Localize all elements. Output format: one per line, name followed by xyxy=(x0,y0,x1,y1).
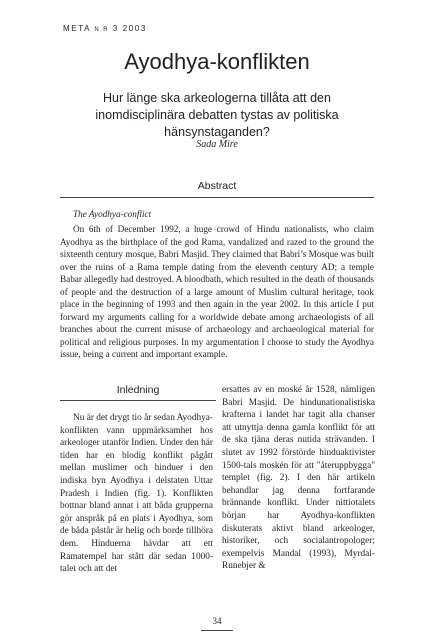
running-head xyxy=(63,24,147,33)
issue-number: 3 xyxy=(112,24,119,33)
footer-rule xyxy=(201,630,233,631)
issue-label: N R xyxy=(94,27,109,33)
abstract-subheading: The Ayodhya-conflict xyxy=(73,209,152,219)
article-subtitle: Hur länge ska arkeologerna tillåta att den inomdisciplinära debatten tystas av politiska hänsynstaganden? xyxy=(95,91,339,139)
article-title: Ayodhya-konflikten xyxy=(124,49,310,74)
author-name: Sada Mire xyxy=(196,139,238,150)
issue-year: 2003 xyxy=(122,24,147,33)
body-column-right: ersattes av en moské år 1528, nämligen Babri Masjid. De hindunationalistiska krafterna i landet har tagit alla chanser att utnyttja denna gamla konflikt för att de ska tjäna deras nutida strävanden. I slutet av 1992 förstörde hinduaktivister 1500-tals moskén för att "återuppbygga" templet (fig. 2). I den här artikeln behandlar jag denna fortfarande brännande konflikt. Under nittiotalets början har Ayodhya-konflikten diskuterats aktivt bland arkeologer, historiker, och socialantropologer; exempelvis Mandal (1993), Myrdal-Runebjer & xyxy=(222,385,375,572)
section-divider xyxy=(60,400,216,401)
abstract-divider xyxy=(60,197,374,198)
page-number: 34 xyxy=(212,616,222,626)
abstract-heading: Abstract xyxy=(197,180,237,192)
abstract-text: On 6th of December 1992, a huge crowd of Hindu nationalists, who claim Ayodhya as the birthplace of the god Rama, vandalized and razed to the ground the sixteenth century mosque, Babri Masjid. They claimed that Babri’s Mosque was built over the ruins of a Rama temple dating from the eleventh century AD; a temple Babar allegedly had destroyed. A bloodbath, which resulted in the death of thousands of people and the destruction of a large amount of Muslim cultural heritage, took place in the beginning of 1993 and then again in the year 2002. In this article I put forward my arguments calling for a worldwide debate among archaeologists of all branches about the current misuse of archaeology and archaeological material for political and religious purposes. In my argumentation I choose to study the Ayodhya issue, being a current and important example. xyxy=(60,224,374,359)
section-heading: Inledning xyxy=(116,384,160,396)
body-column-left: Nu är det drygt tio år sedan Ayodhya-konflikten vann uppmärksamhet hos arkeologer utanför Indien. Under den här tiden har en blodig konflikt pågått mellan muslimer och hinduer i den indiska byn Ayodhya i delstaten Uttar Pradesh i Indien (fig. 1). Konflikten bottnar bland annat i att båda grupperna gör anspråk på en plats i Ayodhya, som de båda påstår är helig och borde tillhöra dem. Hinduerna hävdar att ett Ramatempel har stått där sedan 1000-talet och att det xyxy=(60,413,213,575)
journal-name: META xyxy=(63,24,91,33)
